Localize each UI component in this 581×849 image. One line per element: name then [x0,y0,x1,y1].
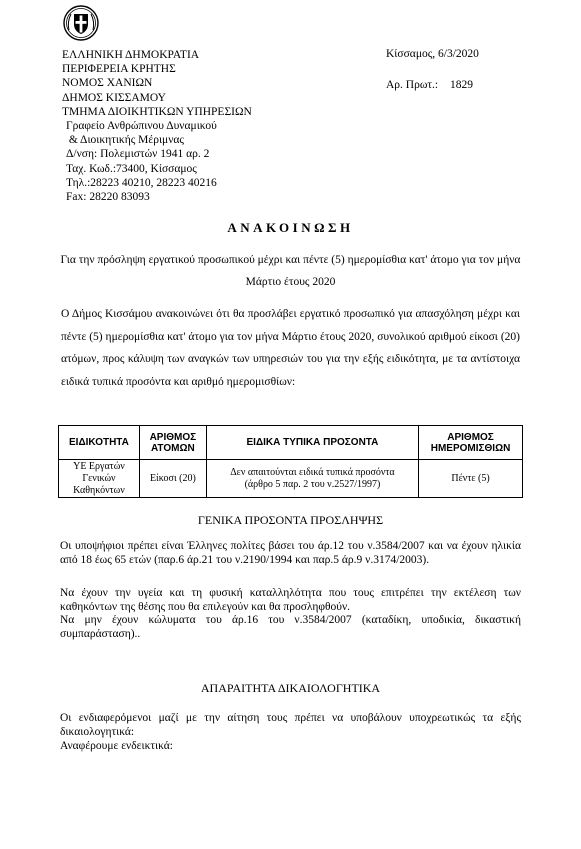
header-line: ΝΟΜΟΣ ΧΑΝΙΩΝ [62,77,153,90]
table-header-cell: ΕΙΔΙΚΟΤΗΤΑ [59,426,140,460]
intro-paragraph: Ο Δήμος Κισσάμου ανακοινώνει ότι θα προσλάβει εργατικό προσωπικό για απασχόληση μέχρι και πέντε (5) ημερομίσθια κατ' άτομο για τον μήνα Μάρτιο έτους 2020, συνολικού αριθμού είκοσι (20) ατόμων, προς κάλυψη των αναγκών των υπηρεσιών του για την εξής ειδικότητα, με τα αντίστοιχα ειδικά τυπικά προσόντα και αριθμό ημερομισθίων: [61,308,520,388]
table-header-cell: ΕΙΔΙΚΑ ΤΥΠΙΚΑ ΠΡΟΣΟΝΤΑ [206,426,418,460]
table-header-cell: ΑΡΙΘΜΟΣ ΑΤΟΜΩΝ [139,426,206,460]
header-line: Δ/νση: Πολεμιστών 1941 αρ. 2 [66,148,210,161]
required-paragraph-1: Οι ενδιαφερόμενοι μαζί με την αίτηση τους πρέπει να υποβάλουν υποχρεωτικώς τα εξής δικαιολογητικά: [60,712,521,738]
greek-coat-of-arms-emblem [62,4,100,42]
general-qualifications-title: ΓΕΝΙΚΑ ΠΡΟΣΟΝΤΑ ΠΡΟΣΛΗΨΗΣ [197,513,384,527]
general-paragraph-3: Να μην έχουν κώλυματα του άρ.16 του ν.3584/2007 (καταδίκη, υποδικία, δικαστική συμπαράσταση).. [60,614,521,640]
header-line: ΤΜΗΜΑ ΔΙΟΙΚΗΤΙΚΩΝ ΥΠΗΡΕΣΙΩΝ [62,105,252,118]
qualifications-line: Δεν απαιτούνται ειδικά τυπικά προσόντα [230,466,395,478]
table-header-row [59,426,523,460]
qualifications-cell [206,460,418,498]
protocol-label: Αρ. Πρωτ.: [386,79,439,91]
positions-table [58,425,523,498]
required-documents-title: ΑΠΑΡΑΙΤΗΤΑ ΔΙΚΑΙΟΛΟΓΗΤΙΚΑ [200,681,381,695]
persons-cell: Είκοσι (20) [139,460,206,498]
header-line: Fax: 28220 83093 [66,191,150,204]
header-line: & Διοικητικής Μέριμνας [66,134,184,147]
header-line: Γραφείο Ανθρώπινου Δυναμικού [66,120,217,133]
protocol-number: 1829 [450,79,473,91]
general-paragraph-1: Οι υποψήφιοι πρέπει είναι Έλληνες πολίτες βάσει του άρ.12 του ν.3584/2007 και να έχουν ηλικία από 18 έως 65 ετών (παρ.6 άρ.21 του ν.2190/1994 και παρ.5 άρ.9 ν.3174/2003). [60,540,521,566]
specialty-cell: ΥΕ Εργατών Γενικών Καθηκόντων [59,460,140,498]
announcement-title: ΑΝΑΚΟΙΝΩΣΗ [227,220,354,235]
table-row [59,460,523,498]
announcement-subtitle: Για την πρόσληψη εργατικού προσωπικού μέχρι και πέντε (5) ημερομίσθια κατ' άτομο για τον μήνα Μάρτιο έτους 2020 [60,254,521,288]
header-line: Τηλ.:28223 40210, 28223 40216 [66,176,217,189]
document-date: Κίσσαμος, 6/3/2020 [386,48,479,60]
header-line: ΔΗΜΟΣ ΚΙΣΣΑΜΟΥ [62,91,166,104]
header-line: ΠΕΡΙΦΕΡΕΙΑ ΚΡΗΤΗΣ [62,63,176,76]
header-line: Ταχ. Κωδ.:73400, Κίσσαμος [66,162,197,175]
table-header-cell: ΑΡΙΘΜΟΣ ΗΜΕΡΟΜΙΣΘΙΩΝ [419,426,523,460]
required-paragraph-2: Αναφέρουμε ενδεικτικά: [60,740,173,752]
qualifications-line: (άρθρο 5 παρ. 2 του ν.2527/1997) [244,478,381,490]
general-paragraph-2: Να έχουν την υγεία και τη φυσική καταλληλότητα που τους επιτρέπει την εκτέλεση των καθηκόντων της θέσης που θα επιλεγούν και θα προσληφθούν. [60,587,521,613]
sender-header [62,48,252,204]
header-line: ΕΛΛΗΝΙΚΗ ΔΗΜΟΚΡΑΤΙΑ [62,49,200,61]
wages-cell: Πέντε (5) [419,460,523,498]
